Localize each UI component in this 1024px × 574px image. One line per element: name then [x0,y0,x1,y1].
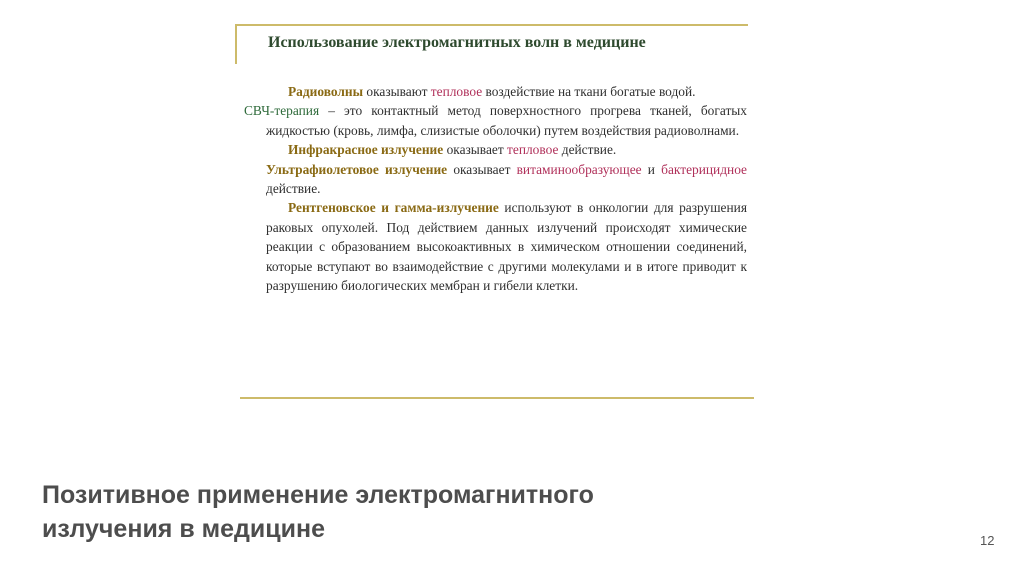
uv-text-middle: и [641,161,662,177]
radio-text-after: воздействие на ткани богатые водой. [482,84,696,99]
infrared-text-after: действие. [558,142,617,158]
term-infrared: Инфракрасное излучение [288,142,444,158]
xray-text: используют в онкологии для разрушения раковых опухолей. Под действием данных излучений происходят химические реакции с образованием высокоактивных в химическом отношении соединений, которые вступают во взаимодействие с другими молекулами и в итоге приводит к разрушению биологических мембран и гибели клетки. [266,200,747,294]
document-body [244,82,747,295]
infrared-accent-thermal: тепловое [507,142,559,158]
slide-caption [42,478,762,546]
frame-top-rule [236,24,748,26]
frame-left-rule [235,24,237,64]
caption-line-1: Позитивное применение электромагнитного [42,481,594,509]
term-xray-gamma: Рентгеновское и гамма-излучение [288,200,499,216]
uv-accent-vitamin: витаминообразующее [516,161,642,177]
term-svch-therapy: СВЧ-терапия [244,103,320,119]
caption-line-2: излучения в медицине [42,515,326,543]
paragraph-ultraviolet [244,160,747,199]
paragraph-svch-therapy [244,101,747,140]
term-radiowaves: Радиоволны [288,84,364,99]
infrared-text-before: оказывает [443,142,508,158]
page-number: 12 [980,533,995,548]
uv-text-after: действие. [266,181,321,197]
term-ultraviolet: Ультрафиолетовое излучение [266,161,448,177]
svch-text: – это контактный метод поверхностного прогрева тканей, богатых жидкостью (кровь, лимфа, слизистые оболочки) путем воздействия радиоволнами. [266,103,747,138]
uv-accent-bactericidal: бактерицидное [661,161,747,177]
uv-text-before: оказывает [447,161,517,177]
paragraph-radiowaves [244,82,747,101]
frame-bottom-rule [240,397,754,399]
radio-text-before: оказывают [363,84,431,99]
radio-accent-thermal: тепловое [430,84,483,99]
document-title: Использование электромагнитных волн в медицине [268,34,646,51]
paragraph-infrared [244,140,747,159]
paragraph-xray-gamma [244,198,747,295]
